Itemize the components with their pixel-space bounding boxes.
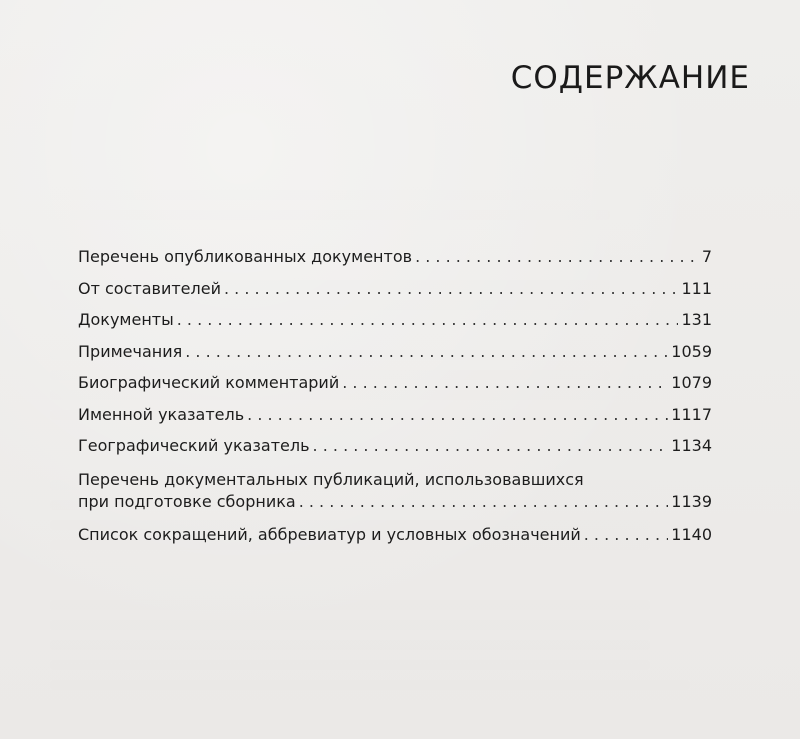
toc-entry-page: 1139 bbox=[671, 491, 712, 511]
dot-leader bbox=[224, 279, 678, 298]
toc-entry bbox=[78, 373, 712, 405]
toc-entry-label: От составителей bbox=[78, 278, 221, 298]
dot-leader bbox=[247, 405, 668, 424]
dot-leader bbox=[342, 373, 668, 392]
toc-entry-page: 1079 bbox=[671, 373, 712, 392]
toc-entry-label: Географический указатель bbox=[78, 436, 310, 455]
toc-entry-label-line2: при подготовке сборника bbox=[78, 491, 296, 511]
toc-entry-page: 111 bbox=[681, 278, 712, 298]
dot-leader bbox=[185, 342, 668, 361]
toc-entry-page: 131 bbox=[681, 310, 712, 329]
dot-leader bbox=[177, 310, 679, 329]
toc-entry bbox=[78, 342, 712, 374]
toc-entry bbox=[78, 247, 712, 279]
toc-entry-label: Список сокращений, аббревиатур и условных обозначений bbox=[78, 524, 581, 544]
toc-entry bbox=[78, 279, 712, 311]
toc-entry-page: 1140 bbox=[671, 524, 712, 544]
toc-entry-multiline bbox=[78, 468, 712, 516]
toc-entry-page: 7 bbox=[701, 247, 712, 266]
toc-entry-label: Примечания bbox=[78, 341, 183, 361]
toc-entry bbox=[78, 436, 712, 468]
table-of-contents bbox=[78, 247, 712, 556]
toc-entry bbox=[78, 405, 712, 437]
dot-leader bbox=[415, 247, 699, 266]
toc-entry-label: Перечень опубликованных документов bbox=[78, 247, 413, 266]
toc-entry-page: 1059 bbox=[671, 341, 712, 361]
toc-entry-page: 1134 bbox=[671, 436, 712, 455]
dot-leader bbox=[313, 436, 669, 455]
toc-entry-label: Биографический комментарий bbox=[78, 373, 340, 392]
dot-leader bbox=[584, 525, 669, 544]
toc-entry bbox=[78, 525, 712, 557]
toc-entry-label-line1: Перечень документальных публикаций, использовавшихся bbox=[78, 469, 584, 489]
page-title: СОДЕРЖАНИЕ bbox=[510, 60, 750, 96]
toc-entry bbox=[78, 310, 712, 342]
toc-entry-page: 1117 bbox=[671, 404, 712, 424]
toc-entry-label: Именной указатель bbox=[78, 404, 245, 424]
toc-entry-label: Документы bbox=[78, 310, 174, 329]
dot-leader bbox=[299, 492, 669, 511]
